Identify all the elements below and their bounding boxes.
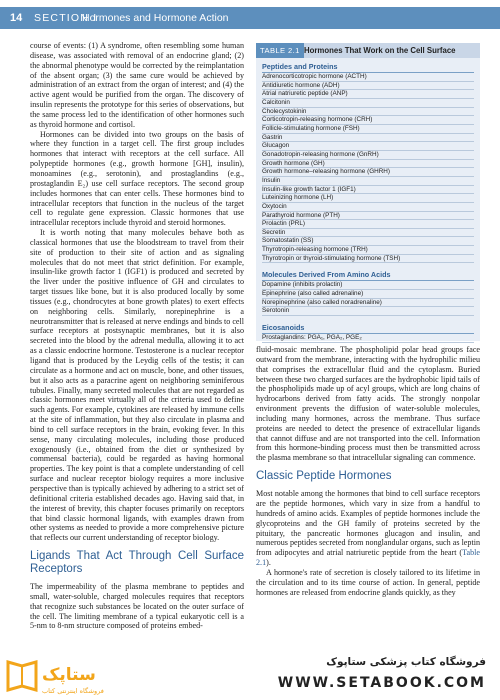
table-row: Gastrin [262,134,474,143]
table-row: Oxytocin [262,203,474,212]
table-row: Epinephrine (also called adrenaline) [262,290,474,299]
table-row: Norepinephrine (also called noradrenaline) [262,299,474,308]
table-row: Insulin [262,177,474,186]
logo-text: ستاپک [42,665,96,685]
watermark-url: WWW.SETABOOK.COM [277,675,486,691]
table-row: Serotonin [262,307,474,316]
page-number: 14 [10,12,23,24]
left-column [30,41,244,631]
table-title: Hormones That Work on the Cell Surface [304,46,456,55]
logo-subtext: فروشگاه اینترنتی کتاب [42,687,104,695]
table-header [256,43,480,58]
table-row: Glucagon [262,142,474,151]
subsection-heading: Classic Peptide Hormones [256,470,392,483]
table-row: Gonadotropin-releasing hormone (GnRH) [262,151,474,160]
section-label: SECTION I [34,12,98,24]
paragraph: A hormone's rate of secretion is closely tailored to its lifetime in the circulation and to its time course of action. In general, peptide hormones are released from endocrine glands quickly, as they [256,567,480,597]
subsection-heading: Ligands That Act Through Cell Surface Receptors [30,550,244,576]
paragraph [256,489,480,568]
right-column [256,345,480,597]
table-body [256,58,480,343]
paragraph: course of events: (1) A syndrome, often resembling some human disease, was associated with removal of an endocrine gland; (2) the abnormal phenotype would be corrected by the reimplantation of the absent organ; (3) the same cure would be achieved by administration of an extract from the organ of interest; and (4) the active agent would be purified from the organ. The discovery of insulin represents the prototype for this series of observations, but the same process led to the identification of other hormones such as thyroid hormone and cortisol. [30,41,244,129]
table-row: Thyrotropin or thyroid-stimulating hormone (TSH) [262,255,474,264]
table-row: Cholecystokinin [262,108,474,117]
text-run: ). [266,558,271,568]
table-row: Follicle-stimulating hormone (FSH) [262,125,474,134]
table-row: Insulin-like growth factor 1 (IGF1) [262,186,474,195]
watermark-persian-text: فروشگاه کتاب پزشکی ستاپوک [326,656,486,668]
paragraph: fluid-mosaic membrane. The phospholipid polar head groups face outward from the membrane, interacting with the hydrophilic milieu that comprises the extracellular fluid and the cytoplasm. Buried between these two charged surfaces are the hydrophobic lipid tails of the phospholipids made up of acyl groups, which are long chains of hydrocarbons derived from fatty acids. The strongly nonpolar environment prevents the diffusion of water-soluble molecules, including many hormones, across the membrane. Thus surface proteins are needed to detect the presence of extracellular ligands that cannot diffuse and are not transported into the cell. Information from this hormone-binding process must then be transmitted across the plasma membrane so that intracellular signaling can commence. [256,345,480,463]
table-row: Calcitonin [262,99,474,108]
table-row: Corticotropin-releasing hormone (CRH) [262,116,474,125]
table-group-heading: Molecules Derived From Amino Acids [262,267,474,281]
table-row: Growth hormone (GH) [262,160,474,169]
table-row: Adrenocorticotropic hormone (ACTH) [262,73,474,82]
table-row: Dopamine (inhibits prolactin) [262,281,474,290]
table-row: Growth hormone–releasing hormone (GHRH) [262,168,474,177]
table-row: Parathyroid hormone (PTH) [262,212,474,221]
table-group-heading: Eicosanoids [262,320,474,334]
book-icon [8,662,36,690]
table-group-heading: Peptides and Proteins [262,59,474,73]
setapook-logo [2,652,114,698]
table-row: Atrial natriuretic peptide (ANP) [262,90,474,99]
table-reference-link[interactable]: Table 2.1 [256,548,480,568]
table-row: Prolactin (PRL) [262,220,474,229]
section-title: Hormones and Hormone Action [82,12,229,24]
table-2-1 [256,43,480,341]
table-row: Antidiuretic hormone (ADH) [262,82,474,91]
table-row: Thyrotropin-releasing hormone (TRH) [262,246,474,255]
table-row: Luteinizing hormone (LH) [262,194,474,203]
page-header [0,0,500,37]
paragraph: Hormones can be divided into two groups on the basis of where they function in a target cell. The first group includes hormones that interact with receptors at the cell surface. All polypeptide hormones (e.g., growth hormone [GH], insulin), monoamines (e.g., serotonin), and prostaglandins (e.g., prostaglandin E₂) use cell surface receptors. The second group includes hormones that can enter cells. These hormones bind to intracellular receptors that function in the nucleus of the target cell to regulate gene expression. Classic hormones that use intracellular receptors include thyroid and steroid hormones. [30,129,244,228]
paragraph: The impermeability of the plasma membrane to peptides and small, water-soluble, charged molecules requires that receptors that recognize such substances be located on the outer surface of the cell. The limiting membrane of a typical eukaryotic cell is a 5-nm to 8-nm structure composed of proteins embed- [30,582,244,631]
table-row: Prostaglandins: PGA₁, PGA₂, PGE₂ [262,334,474,343]
table-row: Secretin [262,229,474,238]
table-row: Somatostatin (SS) [262,237,474,246]
table-tag: TABLE 2.1 [256,43,304,58]
paragraph: It is worth noting that many molecules behave both as classical hormones that use the bloodstream to travel from their site of production to their site of action and as signaling molecules that do not meet that strict definition. For example, insulin-like growth factor 1 (IGF1) is produced and secreted by the liver under the positive influence of GH and circulates to target tissues like bone, but it is also produced locally by some tissues (e.g., chondrocytes at bone growth plates) to exert effects on neighboring cells. Similarly, norepinephrine is a neurotransmitter that is released at nerve endings and binds to cell surface receptors at postsynaptic membranes, but it is also secreted into the blood by the adrenal medulla, allowing it to act as a classic endocrine hormone. Testosterone is a nuclear receptor ligand that is produced by the Leydig cells of the testis; it can circulate as a hormone and act on muscle, bone, and other tissues, but it also acts as a paracrine agent on neighboring seminiferous tubules. Finally, many secreted molecules that are not regarded as classic hormones meet virtually all of the criteria used to define such agents. For example, cytokines are released by immune cells at the site of inflammation, but they also circulate in plasma and bind to cell surface receptors in the brain, evoking fever. In this sense, many circulating molecules, including those produced exogenously (i.e., obtained from the diet or synthesized by commensal bacteria), could be regarded as having hormonal properties. The key point is that a complete understanding of cell surface and nuclear receptor biology requires a more inclusive perspective than is typically achieved by adhering to a strict set of definitional criteria established decades ago. Having said that, in the interest of brevity, this chapter focuses primarily on receptors that bind classic hormonal ligands, with examples drawn from other systems as needed to provide a more comprehensive picture that reflects our current understanding of receptor biology. [30,228,244,543]
text-run: Most notable among the hormones that bind to cell surface receptors are the peptide hormones, which vary in size from a handful to hundreds of amino acids. Examples of peptide hormones include the glycoproteins and the GH family of proteins secreted by the pituitary, the pancreatic hormones glucagon and insulin, and numerous peptides secreted from nonglandular organs, such as leptin from adipocytes and atrial natriuretic peptide from the heart ( [256,489,480,558]
